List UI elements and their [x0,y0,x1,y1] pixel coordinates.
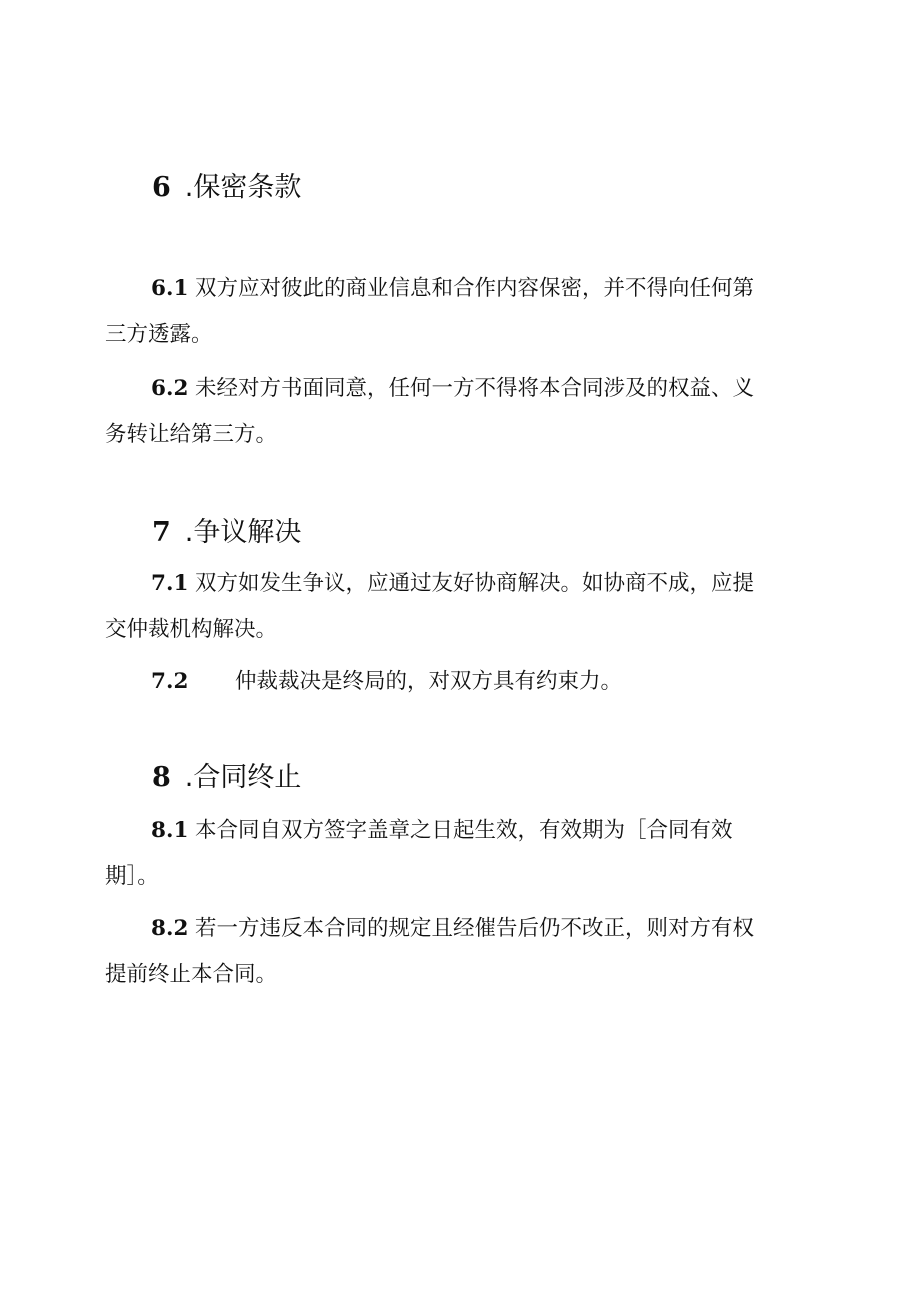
clause-text: 双方如发生争议，应通过友好协商解决。如协商不成，应提 [195,571,755,596]
clause-8-1 [105,808,805,900]
clause-6-2 [105,366,805,458]
section-8-heading [152,760,301,796]
clause-line [105,906,805,952]
clause-text: 未经对方书面同意，任何一方不得将本合同涉及的权益、义 [195,376,755,401]
clause-8-2 [105,906,805,998]
section-7-heading [152,515,301,551]
clause-number: 7.1 [151,571,189,596]
clause-number: 8.2 [151,916,189,941]
clause-text-continued: 三方透露。 [105,322,213,347]
clause-7-1 [105,561,805,653]
clause-line [105,659,805,705]
clause-6-1 [105,266,805,358]
clause-line [105,266,805,312]
clause-text-continued: 交仲裁机构解决。 [105,617,278,642]
clause-text: 双方应对彼此的商业信息和合作内容保密，并不得向任何第 [195,276,755,301]
clause-number: 6.1 [151,276,189,301]
clause-text: 仲裁裁决是终局的，对双方具有约束力。 [235,669,623,694]
clause-line [105,808,805,854]
section-number: 8 [152,762,171,793]
clause-text-continued: 提前终止本合同。 [105,962,278,987]
clause-line [105,561,805,607]
clause-line [105,366,805,412]
clause-number: 8.1 [151,818,189,843]
section-title: .争议解决 [184,517,302,548]
section-title: .保密条款 [184,172,302,203]
clause-7-2 [105,659,805,705]
clause-number: 7.2 [151,669,189,694]
clause-text-continued: 期］。 [105,864,159,889]
clause-text: 本合同自双方签字盖章之日起生效，有效期为［合同有效 [195,818,733,843]
section-6-heading [152,170,301,206]
section-number: 6 [152,172,171,203]
section-number: 7 [152,517,171,548]
section-title: .合同终止 [184,762,302,793]
clause-text-continued: 务转让给第三方。 [105,422,278,447]
clause-text: 若一方违反本合同的规定且经催告后仍不改正，则对方有权 [195,916,755,941]
clause-number: 6.2 [151,376,189,401]
